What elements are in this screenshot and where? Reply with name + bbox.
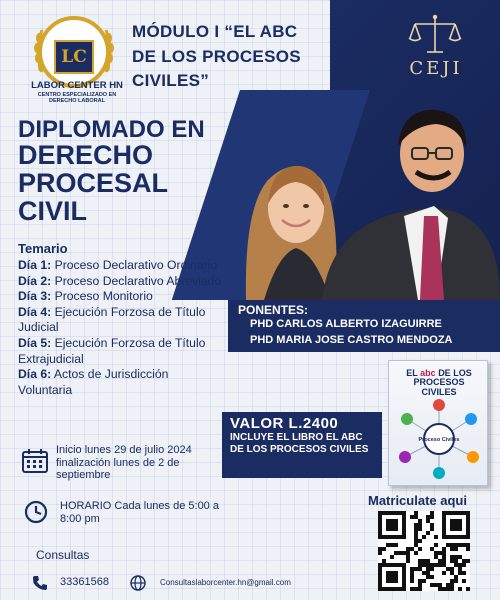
- syllabus-item: [18, 274, 223, 290]
- speaker-name: PHD MARIA JOSE CASTRO MENDOZA: [250, 333, 453, 346]
- syllabus-item: [18, 367, 223, 398]
- contact-label: Consultas: [36, 548, 90, 562]
- speaker-name: PHD CARLOS ALBERTO IZAGUIRRE: [250, 318, 442, 330]
- syllabus-item: [18, 305, 223, 336]
- email-address[interactable]: Consultaslaborcenter.hn@gmail.com: [160, 578, 291, 587]
- syllabus-day: Día 5:: [18, 336, 52, 351]
- book-diagram: [389, 361, 489, 487]
- syllabus-day: Día 4:: [18, 304, 52, 319]
- speakers-heading: PONENTES:: [238, 303, 309, 317]
- syllabus-heading: Temario: [18, 241, 68, 256]
- syllabus-day: Día 2:: [18, 273, 52, 288]
- logo-tagline: CENTRO ESPECIALIZADO EN DERECHO LABORAL: [37, 92, 117, 105]
- book-title-prefix: EL: [406, 368, 418, 378]
- price: VALOR L.2400: [230, 415, 339, 432]
- schedule-dates: [56, 444, 226, 482]
- syllabus-day: Día 1:: [18, 258, 52, 272]
- syllabus-topic: Ejecución Forzosa de Título Extrajudicial: [18, 336, 206, 366]
- phone-number[interactable]: 33361568: [60, 576, 109, 588]
- syllabus-item: [18, 336, 223, 367]
- title-line: DIPLOMADO EN: [18, 116, 205, 143]
- logo-name: LABOR CENTER HN: [31, 80, 123, 91]
- module-title-line: CIVILES”: [132, 71, 210, 91]
- title-line: PROCESAL: [18, 168, 169, 198]
- speakers-photo: [238, 108, 500, 300]
- calendar-icon: [22, 449, 48, 473]
- enroll-label: Matriculate aqui: [368, 493, 467, 508]
- book-title-abc: abc: [420, 368, 436, 378]
- qr-code[interactable]: [378, 511, 470, 591]
- book-center-label: Proceso Civiles: [418, 437, 460, 443]
- end-date: finalización lunes de 2 de septiembre: [56, 456, 180, 482]
- book-cover: [388, 360, 488, 486]
- speakers-box: [228, 300, 500, 352]
- module-title: [132, 20, 322, 94]
- page-title: [18, 118, 248, 225]
- logo-monogram: LC: [54, 40, 94, 74]
- title-line: DERECHO: [18, 140, 154, 171]
- price-box: [222, 412, 382, 478]
- price-description: INCLUYE EL LIBRO EL ABC DE LOS PROCESOS CIVILES: [230, 432, 369, 455]
- title-line: CIVIL: [18, 195, 88, 226]
- phone-icon: [32, 575, 48, 591]
- syllabus-item: [18, 289, 223, 305]
- syllabus-day: Día 6:: [18, 367, 52, 382]
- syllabus-topic: Proceso Declarativo Abreviado: [54, 273, 222, 288]
- module-title-line: MÓDULO I “EL ABC: [132, 22, 298, 41]
- partner-name: CEJI: [409, 58, 463, 79]
- syllabus-topic: Proceso Monitorio: [54, 289, 153, 304]
- syllabus-list: [18, 258, 223, 398]
- globe-icon: [130, 575, 146, 591]
- schedule-hours: HORARIO Cada lunes de 5:00 a 8:00 pm: [60, 500, 219, 526]
- scales-icon: [405, 12, 465, 60]
- syllabus-day: Día 3:: [18, 289, 52, 304]
- book-title-rest: DE LOS PROCESOS CIVILES: [413, 368, 472, 397]
- clock-icon: [24, 500, 48, 524]
- syllabus-topic: Proceso Declarativo Ordinario: [54, 258, 218, 272]
- start-date: Inicio lunes 29 de julio 2024: [56, 444, 192, 456]
- syllabus-item: [18, 258, 223, 274]
- syllabus-topic: Ejecución Forzosa de Título Judicial: [18, 304, 206, 335]
- syllabus-topic: Actos de Jurisdicción Voluntaria: [18, 367, 169, 397]
- module-title-line: DE LOS PROCESOS: [132, 46, 301, 66]
